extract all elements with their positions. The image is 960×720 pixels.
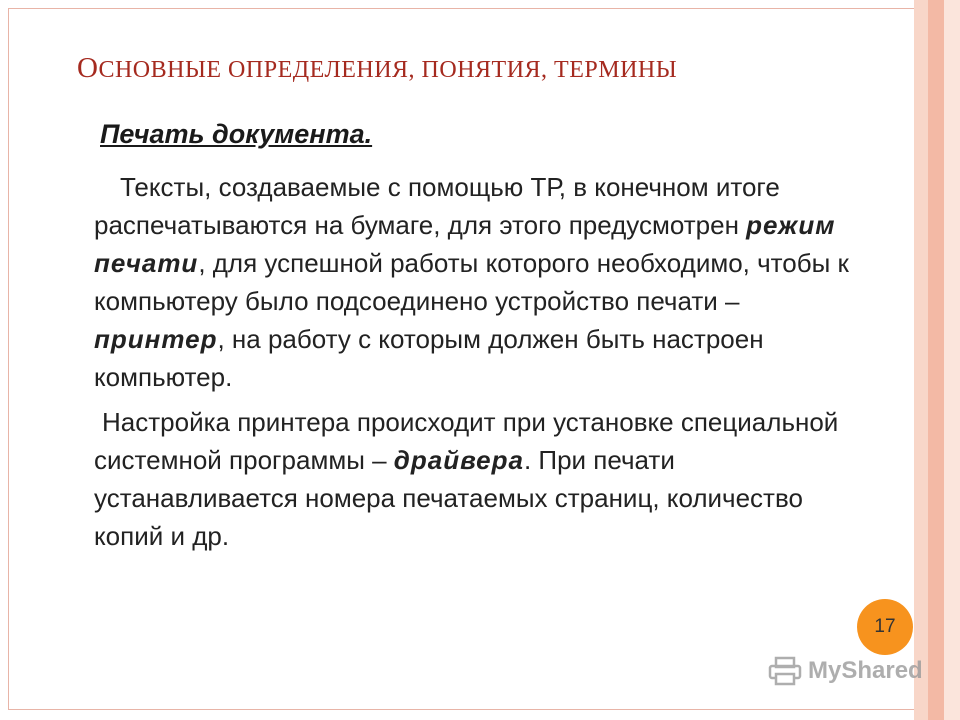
slide-body	[94, 168, 854, 555]
title-rest: СНОВНЫЕ ОПРЕДЕЛЕНИЯ, ПОНЯТИЯ, ТЕРМИНЫ	[98, 57, 678, 83]
section-subtitle: Печать документа.	[100, 119, 373, 149]
paragraph1-text-c: , на работу с которым должен быть настроен компьютер.	[94, 324, 764, 392]
page-number-badge: 17	[857, 599, 913, 655]
slide-title	[77, 52, 677, 85]
decorative-right-stripes	[914, 0, 960, 720]
term-print-mode: режим печати	[94, 210, 836, 278]
stripe-middle	[928, 0, 944, 720]
stripe-outer	[914, 0, 928, 720]
term-printer: принтер	[94, 324, 218, 354]
title-first-letter: О	[77, 52, 99, 84]
paragraph1-text-a: Тексты, создаваемые с помощью ТР, в конечном итоге распечатываются на бумаге, для этого предусмотрен	[94, 172, 780, 240]
paragraph2-text-b: . При печати устанавливается номера печатаемых страниц, количество копий и др.	[94, 445, 803, 551]
stripe-inner	[944, 0, 960, 720]
myshared-watermark	[768, 656, 923, 686]
printer-logo-icon	[768, 656, 802, 686]
watermark-text: MyShared	[808, 657, 923, 684]
term-driver: драйвера	[393, 445, 524, 475]
paragraph1-text-b: , для успешной работы которого необходимо, чтобы к компьютеру было подсоединено устройство печати –	[94, 248, 849, 316]
paragraph-printing-mode	[94, 168, 854, 396]
paragraph-driver	[94, 403, 854, 555]
paragraph2-text-a: Настройка принтера происходит при установке специальной системной программы –	[94, 407, 839, 475]
